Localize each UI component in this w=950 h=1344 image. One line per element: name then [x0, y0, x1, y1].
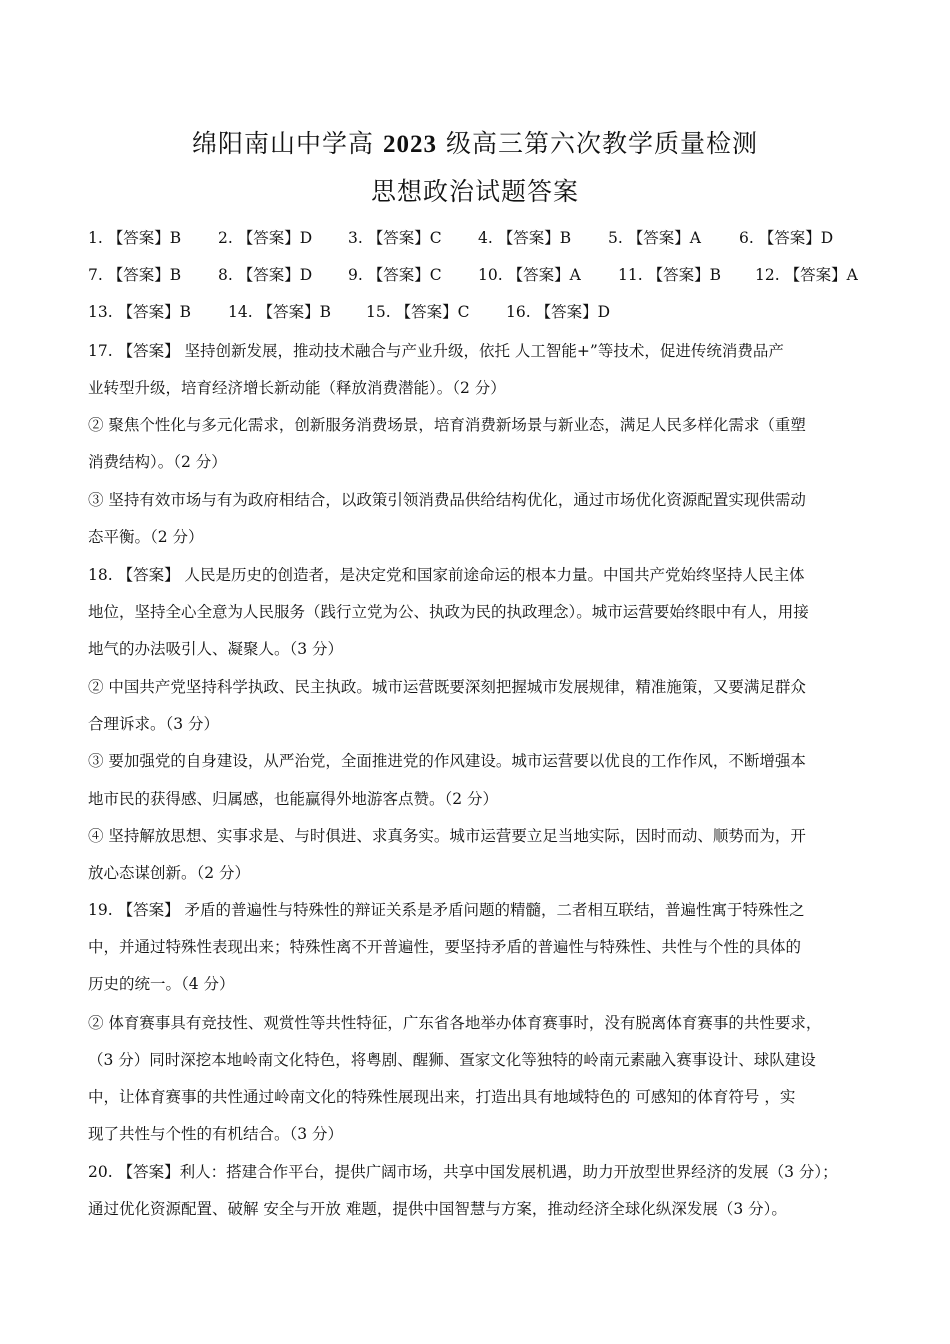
answer-line: （3 分）同时深挖本地岭南文化特色，将粤剧、醒狮、疍家文化等独特的岭南元素融入赛事设计、球队建设	[88, 1051, 816, 1069]
answer-line: 消费结构）。（2 分）	[88, 453, 227, 471]
answer-line: 业转型升级，培育经济增长新动能（释放消费潜能）。（2 分）	[88, 379, 506, 397]
mc-answer: 10. 【答案】A	[478, 266, 581, 284]
answer-line: ④ 坚持解放思想、实事求是、与时俱进、求真务实。城市运营要立足当地实际，因时而动、顺势而为，开	[88, 827, 806, 845]
mc-answer: 13. 【答案】B	[88, 303, 191, 321]
mc-answer: 11. 【答案】B	[618, 266, 721, 284]
answer-line: 现了共性与个性的有机结合。（3 分）	[88, 1125, 344, 1143]
answer-line: ② 体育赛事具有竞技性、观赏性等共性特征，广东省各地举办体育赛事时，没有脱离体育赛事的共性要求，	[88, 1014, 822, 1032]
answer-line: 20. 【答案】利人：搭建合作平台，提供广阔市场，共享中国发展机遇，助力开放型世界经济的发展（3 分）；	[88, 1163, 838, 1181]
mc-answer: 8. 【答案】D	[218, 266, 313, 284]
answer-line: 地市民的获得感、归属感，也能赢得外地游客点赞。（2 分）	[88, 790, 499, 808]
mc-answer: 2. 【答案】D	[218, 229, 313, 247]
mc-answer: 15. 【答案】C	[366, 303, 470, 321]
mc-answer: 14. 【答案】B	[228, 303, 331, 321]
document-subtitle: 思想政治试题答案	[370, 177, 579, 206]
answer-line: 18. 【答案】 人民是历史的创造者，是决定党和国家前途命运的根本力量。中国共产党始终坚持人民主体	[88, 566, 805, 584]
answer-line: 态平衡。（2 分）	[88, 528, 204, 546]
title-year: 2023	[383, 131, 437, 158]
mc-answer: 3. 【答案】C	[348, 229, 442, 247]
mc-answer: 12. 【答案】A	[755, 266, 858, 284]
answer-line: 中，让体育赛事的共性通过岭南文化的特殊性展现出来，打造出具有地域特色的 可感知的体育符号 ，实	[88, 1088, 796, 1106]
mc-answer: 5. 【答案】A	[608, 229, 701, 247]
title-suffix: 级高三第六次教学质量检测	[445, 129, 758, 158]
mc-answer: 16. 【答案】D	[506, 303, 611, 321]
mc-answer: 4. 【答案】B	[478, 229, 572, 247]
answer-line: 通过优化资源配置、破解 安全与开放 难题，提供中国智慧与方案，推动经济全球化纵深发展（3 分）。	[88, 1200, 787, 1218]
answer-line: ③ 坚持有效市场与有为政府相结合，以政策引领消费品供给结构优化，通过市场优化资源配置实现供需动	[88, 491, 806, 509]
answer-line: ② 聚焦个性化与多元化需求，创新服务消费场景，培育消费新场景与新业态，满足人民多样化需求（重塑	[88, 416, 806, 434]
answer-line: 中，并通过特殊性表现出来；特殊性离不开普遍性，要坚持矛盾的普遍性与特殊性、共性与个性的具体的	[88, 938, 802, 956]
answer-line: 地气的办法吸引人、凝聚人。（3 分）	[88, 640, 344, 658]
answer-line: ② 中国共产党坚持科学执政、民主执政。城市运营既要深刻把握城市发展规律，精准施策，又要满足群众	[88, 678, 806, 696]
mc-answer: 7. 【答案】B	[88, 266, 182, 284]
answer-line: 放心态谋创新。（2 分）	[88, 864, 251, 882]
answer-line: 合理诉求。（3 分）	[88, 715, 220, 733]
document-title	[0, 124, 950, 160]
answer-line: 17. 【答案】 坚持创新发展，推动技术融合与产业升级，依托 人工智能+”等技术，促进传统消费品产	[88, 342, 784, 360]
mc-answer: 9. 【答案】C	[348, 266, 442, 284]
answer-line: ③ 要加强党的自身建设，从严治党，全面推进党的作风建设。城市运营要以优良的工作作风，不断增强本	[88, 752, 806, 770]
answer-line: 19. 【答案】 矛盾的普遍性与特殊性的辩证关系是矛盾问题的精髓，二者相互联结，普遍性寓于特殊性之	[88, 901, 805, 919]
answer-line: 历史的统一。（4 分）	[88, 975, 235, 993]
title-prefix: 绵阳南山中学高	[192, 129, 375, 158]
answer-line: 地位，坚持全心全意为人民服务（践行立党为公、执政为民的执政理念）。城市运营要始终眼中有人，用接	[88, 603, 809, 621]
mc-answer: 1. 【答案】B	[88, 229, 182, 247]
mc-answer: 6. 【答案】D	[739, 229, 834, 247]
